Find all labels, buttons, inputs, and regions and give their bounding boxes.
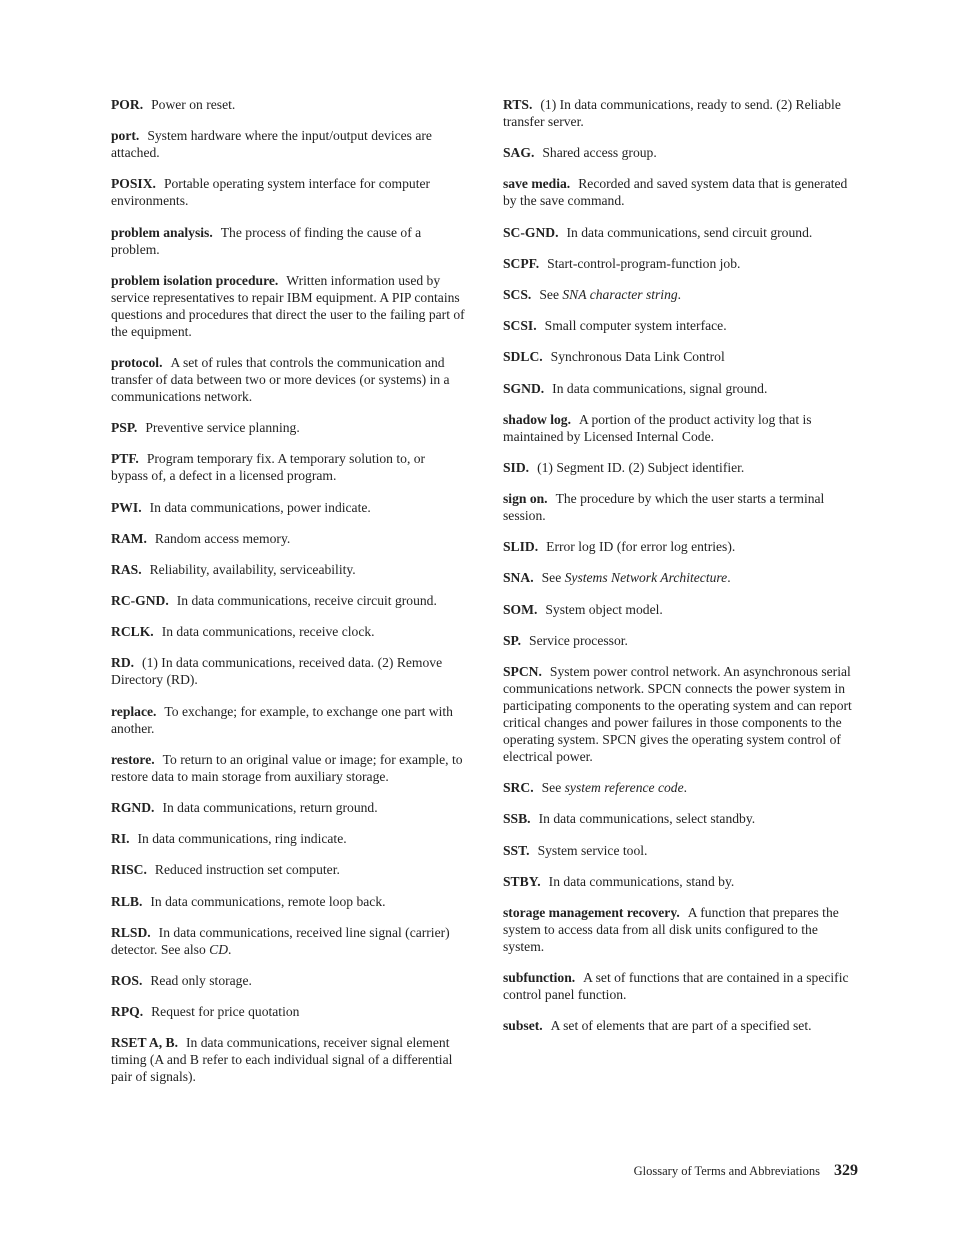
glossary-definition: Synchronous Data Link Control [550,349,725,365]
glossary-entry [111,96,465,113]
glossary-definition: Written information used by service representatives to repair IBM equipment. A PIP contains questions and procedures that direct the user to the failing part of the equipment. [111,272,465,339]
glossary-term: storage management recovery. [503,904,680,920]
glossary-term: SST. [503,842,530,858]
glossary-term: PTF. [111,451,139,467]
glossary-entry [111,861,465,878]
glossary-term: SRC. [503,780,534,796]
glossary-entry [503,459,857,476]
glossary-term: SGND. [503,380,545,396]
glossary-definition: The procedure by which the user starts a terminal session. [503,491,825,524]
glossary-term: RSET A, B. [111,1035,178,1051]
glossary-definition: Service processor. [529,632,628,648]
glossary-term: POSIX. [111,176,156,192]
glossary-definition: System service tool. [537,842,648,858]
glossary-entry [503,144,857,161]
glossary-entry [503,175,857,209]
glossary-term: RCLK. [111,624,154,640]
definition-end: . [727,570,731,586]
glossary-definition: (1) In data communications, received data. (2) Remove Directory (RD). [111,655,443,688]
glossary-definition: The process of finding the cause of a problem. [111,224,422,257]
glossary-definition: See [539,286,563,302]
glossary-definition: In data communications, stand by. [548,873,735,889]
glossary-term: port. [111,128,140,144]
glossary-entry [503,663,857,765]
glossary-term: SCSI. [503,318,537,334]
glossary-term: RI. [111,831,130,847]
glossary-entry [503,601,857,618]
glossary-entry [111,703,465,737]
glossary-definition: Request for price quotation [151,1004,300,1020]
glossary-entry [111,893,465,910]
glossary-entry [111,654,465,688]
page-number: 329 [834,1162,858,1179]
glossary-entry [111,924,465,958]
glossary-definition: In data communications, ring indicate. [137,831,347,847]
glossary-term: SNA. [503,570,534,586]
glossary-term: RLSD. [111,924,151,940]
glossary-term: subfunction. [503,970,576,986]
glossary-entry [503,490,857,524]
glossary-entry [503,538,857,555]
glossary-definition: System hardware where the input/output devices are attached. [111,128,432,161]
glossary-definition: Shared access group. [542,145,657,161]
glossary-entry [111,799,465,816]
glossary-definition: In data communications, received line signal (carrier) detector. See also [111,924,450,957]
glossary-entry [111,1034,465,1085]
glossary-definition: In data communications, remote loop back. [150,893,386,909]
glossary-term: SLID. [503,539,539,555]
cross-reference: Systems Network Architecture [564,570,728,586]
glossary-definition: In data communications, receive clock. [161,624,375,640]
glossary-entry [111,623,465,640]
glossary-entry [503,810,857,827]
glossary-definition: In data communications, receive circuit ground. [176,593,437,609]
glossary-definition: In data communications, return ground. [162,800,378,815]
glossary-definition: A set of elements that are part of a specified set. [550,1018,812,1034]
glossary-term: RISC. [111,862,147,878]
page-footer [634,1162,858,1180]
glossary-term: ROS. [111,972,143,988]
glossary-entry [111,972,465,989]
glossary-definition: Reduced instruction set computer. [154,862,340,878]
glossary-term: SPCN. [503,664,542,679]
glossary-entry [111,224,465,258]
glossary-column-left [111,96,465,1100]
glossary-term: SP. [503,632,522,648]
glossary-term: shadow log. [503,411,571,427]
glossary-term: subset. [503,1018,543,1034]
glossary-entry [111,592,465,609]
glossary-entry [503,96,857,130]
glossary-definition: A set of functions that are contained in a specific control panel function. [503,970,849,1003]
definition-end: . [683,780,688,796]
glossary-term: RLB. [111,893,143,909]
glossary-term: PSP. [111,420,138,436]
glossary-entry [503,842,857,859]
glossary-definition: In data communications, signal ground. [552,380,768,396]
glossary-term: PWI. [111,499,142,515]
glossary-entry [503,1017,857,1034]
glossary-entry [503,348,857,365]
glossary-definition: In data communications, receiver signal element timing (A and B refer to each individual signal of a differential pair of signals). [111,1035,453,1085]
glossary-entry [111,175,465,209]
glossary-entry [111,419,465,436]
glossary-definition: To exchange; for example, to exchange one part with another. [111,703,453,736]
glossary-term: SC-GND. [503,224,559,240]
glossary-column-right [503,96,857,1049]
glossary-definition: Small computer system interface. [544,318,727,334]
glossary-definition: (1) Segment ID. (2) Subject identifier. [537,459,745,475]
footer-title: Glossary of Terms and Abbreviations [633,1164,820,1178]
glossary-entry [111,499,465,516]
cross-reference: SNA character string [562,286,678,302]
glossary-term: SCS. [503,286,532,302]
glossary-definition: To return to an original value or image; for example, to restore data to main storage from auxiliary storage. [111,751,463,784]
glossary-definition: In data communications, power indicate. [149,499,371,515]
glossary-definition: Reliability, availability, serviceability. [149,561,356,577]
glossary-definition: Read only storage. [150,972,252,988]
glossary-entry [111,1003,465,1020]
glossary-definition: Preventive service planning. [145,420,300,436]
glossary-entry [111,272,465,340]
glossary-definition: See [541,570,565,586]
glossary-entry [111,561,465,578]
glossary-entry [111,450,465,484]
glossary-definition: In data communications, send circuit ground. [566,224,813,240]
cross-reference: CD [209,941,229,957]
glossary-definition: Random access memory. [154,530,291,546]
glossary-entry [503,317,857,334]
glossary-entry [503,904,857,955]
glossary-term: replace. [111,703,157,719]
glossary-entry [503,779,857,796]
glossary-definition: System object model. [545,601,663,617]
glossary-entry [503,286,857,303]
glossary-entry [503,411,857,445]
glossary-term: STBY. [503,873,541,889]
glossary-definition: A set of rules that controls the communication and transfer of data between two or more devices (or systems) in a communications network. [111,354,450,404]
glossary-term: RD. [111,655,135,671]
glossary-entry [503,380,857,397]
glossary-term: save media. [503,176,571,192]
glossary-entry [503,224,857,241]
glossary-term: problem analysis. [111,224,213,240]
glossary-term: SSB. [503,811,531,827]
glossary-definition: Program temporary fix. A temporary solution to, or bypass of, a defect in a licensed program. [111,451,426,484]
glossary-term: SOM. [503,601,538,617]
glossary-entry [111,127,465,161]
glossary-definition: Recorded and saved system data that is generated by the save command. [503,176,848,209]
glossary-term: RAM. [111,530,147,546]
glossary-term: SDLC. [503,349,543,365]
glossary-entry [111,830,465,847]
glossary-entry [111,751,465,785]
glossary-entry [503,873,857,890]
glossary-term: RAS. [111,561,142,577]
glossary-definition: A portion of the product activity log that is maintained by Licensed Internal Code. [503,411,812,444]
glossary-entry [503,569,857,586]
glossary-definition: System power control network. An asynchronous serial communications network. SPCN connects the power system in participating components to the operating system and can report critical changes and power failures in those components to the operating system. SPCN gives the operating system control of electrical power. [503,664,852,764]
glossary-definition: Portable operating system interface for computer environments. [111,176,431,209]
glossary-definition: See [541,780,565,796]
glossary-entry [111,354,465,405]
glossary-definition: Error log ID (for error log entries). [546,539,736,555]
glossary-term: protocol. [111,354,163,370]
glossary-term: SID. [503,459,530,475]
glossary-definition: Start-control-program-function job. [547,255,741,271]
glossary-term: sign on. [503,491,548,507]
glossary-term: restore. [111,751,155,767]
definition-end: . [228,941,232,957]
glossary-definition: Power on reset. [151,97,236,112]
glossary-term: RPQ. [111,1004,144,1020]
glossary-term: problem isolation procedure. [111,272,279,288]
glossary-term: RTS. [503,97,533,112]
glossary-entry [503,255,857,272]
glossary-term: SAG. [503,145,535,161]
glossary-entry [503,632,857,649]
glossary-term: RC-GND. [111,593,169,609]
glossary-entry [111,530,465,547]
glossary-definition: In data communications, select standby. [538,811,756,827]
cross-reference: system reference code [564,780,684,796]
glossary-term: RGND. [111,800,155,815]
glossary-term: SCPF. [503,255,540,271]
glossary-entry [503,969,857,1003]
definition-end: . [677,286,682,302]
glossary-definition: (1) In data communications, ready to send. (2) Reliable transfer server. [503,97,841,129]
glossary-term: POR. [111,97,144,112]
glossary-definition: A function that prepares the system to access data from all disk units configured to the system. [503,904,839,954]
